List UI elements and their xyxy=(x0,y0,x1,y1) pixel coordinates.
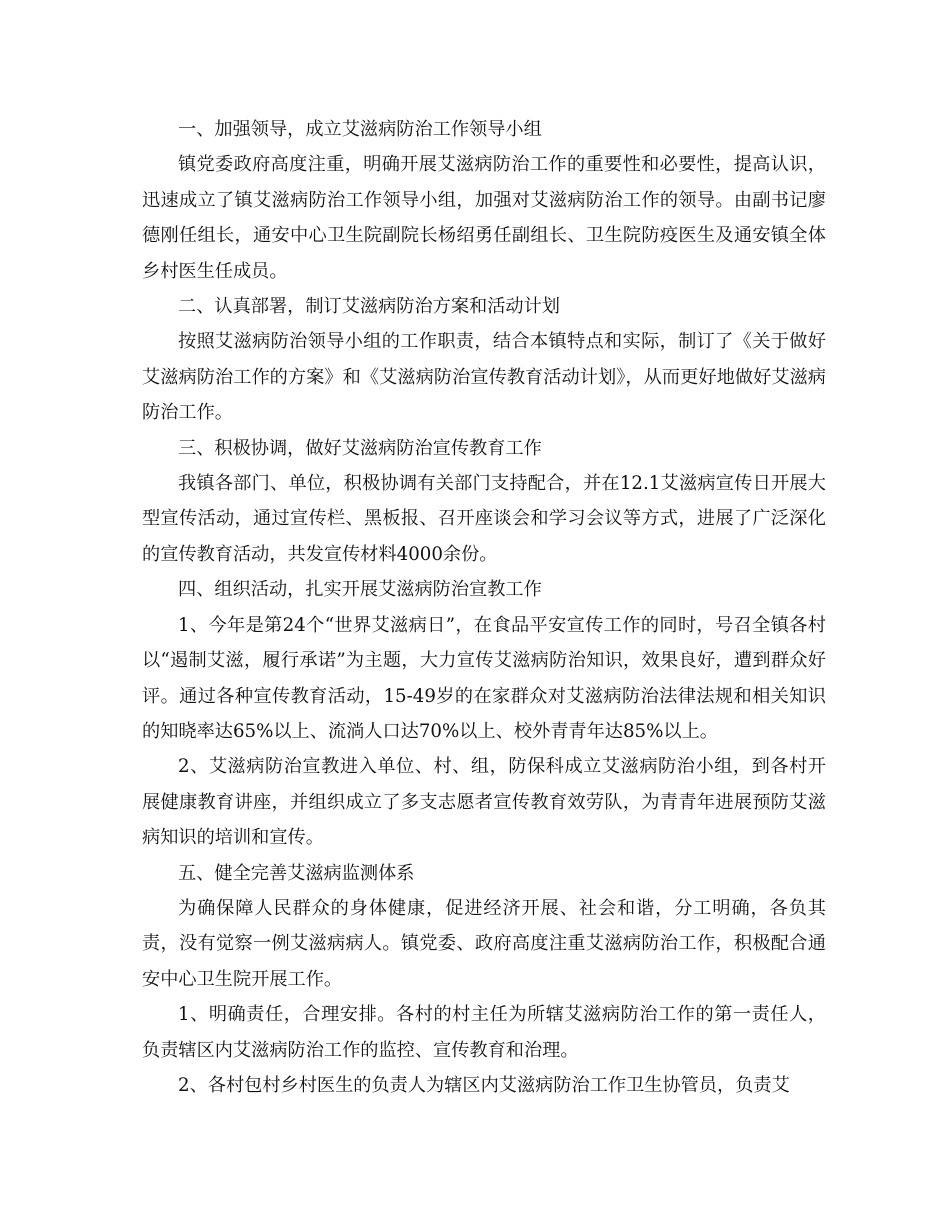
body-paragraph: 为确保障人民群众的身体健康，促进经济开展、社会和谐，分工明确，各负其责，没有觉察一例艾滋病病人。镇党委、政府高度注重艾滋病防治工作，积极配合通安中心卫生院开展工作。 xyxy=(142,897,826,990)
body-paragraph: 我镇各部门、单位，积极协调有关部门支持配合，并在12.1艾滋病宣传日开展大型宣传活动，通过宣传栏、黑板报、召开座谈会和学习会议等方式，进展了广泛深化的宣传教育活动，共发宣传材料4000余份。 xyxy=(142,473,826,565)
section-heading-4: 四、组织活动，扎实开展艾滋病防治宣教工作 xyxy=(178,579,542,601)
body-paragraph: 2、艾滋病防治宣教进入单位、村、组，防保科成立艾滋病防治小组，到各村开展健康教育讲座，并组织成立了多支志愿者宣传教育效劳队，为青青年进展预防艾滋病知识的培训和宣传。 xyxy=(142,756,826,849)
body-paragraph: 1、明确责任，合理安排。各村的村主任为所辖艾滋病防治工作的第一责任人，负责辖区内艾滋病防治工作的监控、宣传教育和治理。 xyxy=(142,1004,826,1061)
body-paragraph: 按照艾滋病防治领导小组的工作职责，结合本镇特点和实际，制订了《关于做好艾滋病防治工作的方案》和《艾滋病防治宣传教育活动计划》，从而更好地做好艾滋病防治工作。 xyxy=(142,331,826,424)
section-heading-3: 三、积极协调，做好艾滋病防治宣传教育工作 xyxy=(178,437,542,459)
section-heading-1: 一、加强领导，成立艾滋病防治工作领导小组 xyxy=(178,119,542,140)
body-paragraph: 2、各村包村乡村医生的负责人为辖区内艾滋病防治工作卫生协管员，负责艾 xyxy=(178,1074,790,1096)
body-paragraph: 镇党委政府高度注重，明确开展艾滋病防治工作的重要性和必要性，提高认识，迅速成立了镇艾滋病防治工作领导小组，加强对艾滋病防治工作的领导。由副书记廖德刚任组长，通安中心卫生院副院长杨绍勇任副组长、卫生院防疫医生及通安镇全体乡村医生任成员。 xyxy=(142,154,826,282)
section-heading-5: 五、健全完善艾滋病监测体系 xyxy=(178,862,415,884)
body-paragraph: 1、今年是第24个“世界艾滋病日”，在食品平安宣传工作的同时，号召全镇各村以“遏制艾滋，履行承诺”为主题，大力宣传艾滋病防治知识，效果良好，遭到群众好评。通过各种宣传教育活动，15-49岁的在家群众对艾滋病防治法律法规和相关知识的知晓率达65%以上、流淌人口达70%以上、校外青青年达85%以上。 xyxy=(142,614,826,742)
section-heading-2: 二、认真部署，制订艾滋病防治方案和活动计划 xyxy=(178,296,560,318)
